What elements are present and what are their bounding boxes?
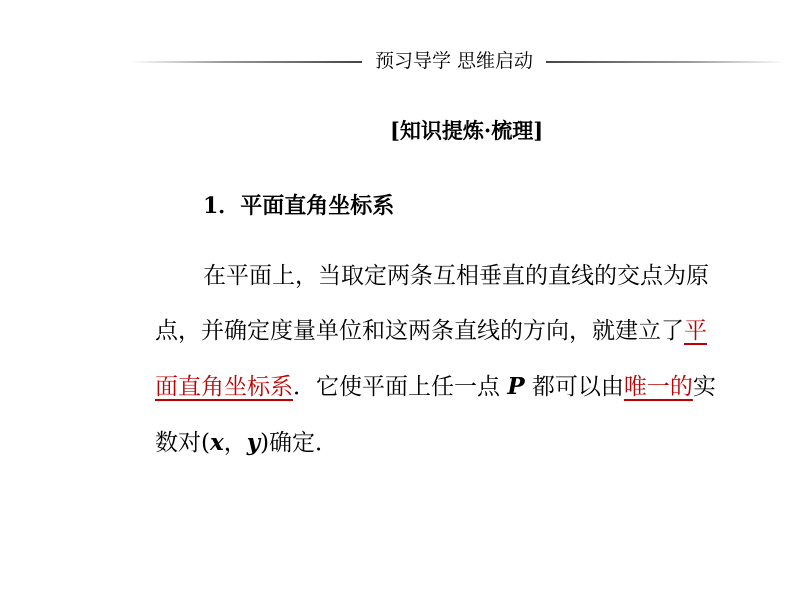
paragraph-line-3 [155, 372, 755, 402]
item-heading: 1．平面直角坐标系 [203, 193, 395, 219]
header-title: 预习导学 思维启动 [374, 50, 534, 72]
variable-x: x [209, 429, 224, 456]
paragraph-line-1 [203, 261, 794, 291]
fill-in-answer: 平 [684, 318, 707, 344]
paragraph-text: )确定． [260, 430, 339, 456]
paragraph-line-2 [155, 316, 755, 346]
paragraph-line-4 [155, 428, 755, 458]
section-title: [知识提炼·梳理] [390, 118, 544, 143]
paragraph-text: 数对( [155, 430, 210, 456]
variable-y: y [246, 429, 261, 456]
variable-p: P [507, 373, 525, 400]
paragraph-text: 实 [692, 374, 716, 400]
header-rule-right [546, 61, 786, 63]
paragraph-text: 都可以由 [524, 374, 624, 400]
paragraph-text: ．它使平面上任一点 [293, 374, 508, 400]
paragraph-text: 点，并确定度量单位和这两条直线的方向，就建立了 [155, 318, 684, 344]
paragraph-text: ， [223, 430, 247, 456]
fill-in-answer: 唯一的 [623, 374, 693, 400]
fill-in-answer: 面直角坐标系 [155, 374, 293, 400]
paragraph-text: 在平面上，当取定两条互相垂直的直线的交点为原 [203, 263, 709, 289]
header-rule-left [130, 61, 362, 63]
